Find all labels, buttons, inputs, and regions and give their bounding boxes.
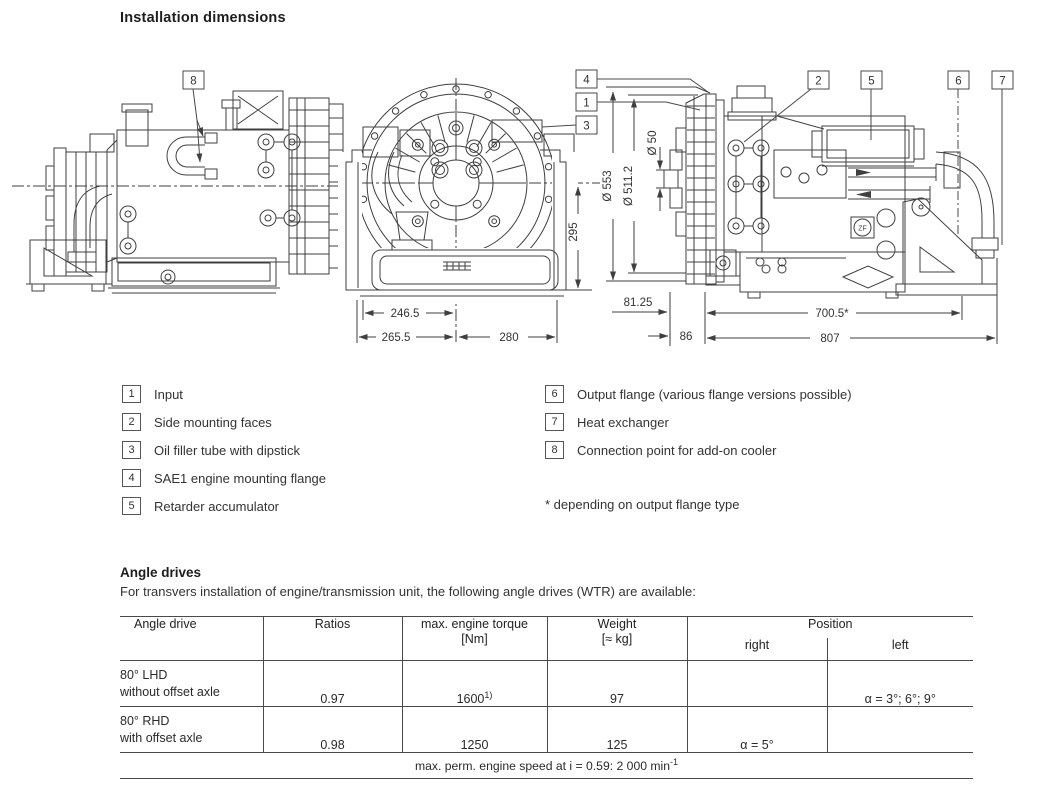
flow-arrow-left — [856, 191, 871, 198]
dim-246-5: 246.5 — [390, 308, 420, 320]
legend-item-output-flange — [545, 380, 852, 408]
side-view — [664, 86, 998, 298]
callout-6: 6 — [955, 75, 962, 88]
cell-rhd-torque: 1250 — [402, 707, 547, 753]
left-view-bosses — [120, 134, 300, 254]
col-header-weight: Weight [≈ kg] — [547, 617, 687, 661]
page-title: Installation dimensions — [120, 10, 286, 26]
dim-dia-50: Ø 50 — [647, 130, 659, 156]
legend-column-right — [545, 380, 852, 464]
legend-label: Input — [154, 386, 183, 402]
col-header-position: Position — [808, 617, 853, 631]
flow-arrow-right — [856, 169, 871, 176]
dim-265-5: 265.5 — [381, 332, 411, 344]
legend-column-left — [122, 380, 326, 520]
legend-label: Oil filler tube with dipstick — [154, 442, 300, 458]
retarder-accumulator — [812, 126, 924, 166]
legend-item-cooler-connection — [545, 436, 852, 464]
cell-lhd-ratio: 0.97 — [263, 661, 402, 707]
callout-5: 5 — [868, 75, 875, 88]
dim-280: 280 — [499, 332, 519, 344]
callout-numbers — [190, 75, 1005, 133]
legend-number-box: 2 — [122, 413, 141, 431]
legend-item-oil-filler — [122, 436, 326, 464]
callout-8: 8 — [190, 75, 197, 88]
angle-drives-table — [120, 616, 973, 779]
front-view — [338, 78, 600, 345]
dim-dia-553: Ø 553 — [602, 170, 614, 202]
col-header-torque: max. engine torque [Nm] — [402, 617, 547, 661]
dim-86: 86 — [679, 331, 693, 343]
sae-flange — [686, 94, 716, 284]
legend-label: Side mounting faces — [154, 414, 272, 430]
installation-drawing — [0, 55, 1046, 360]
cell-lhd-weight: 97 — [547, 661, 687, 707]
callout-3: 3 — [583, 120, 590, 133]
legend-item-sae1-flange — [122, 464, 326, 492]
col-header-position-right: right — [687, 638, 827, 661]
legend-label: Heat exchanger — [577, 414, 669, 430]
angle-drives-heading: Angle drives — [120, 565, 202, 580]
legend-item-side-mounting-faces — [122, 408, 326, 436]
cell-rhd-name: 80° RHD with offset axle — [120, 707, 263, 753]
legend-item-input — [122, 380, 326, 408]
dim-295: 295 — [568, 222, 580, 242]
dim-807: 807 — [820, 333, 840, 345]
legend-number-box: 6 — [545, 385, 564, 403]
table-footer-row — [120, 753, 973, 779]
col-header-angle-drive: Angle drive — [120, 617, 263, 661]
col-header-position-left: left — [827, 638, 973, 661]
callout-2: 2 — [815, 75, 822, 88]
dim-700-5: 700.5* — [815, 308, 849, 320]
legend-number-box: 4 — [122, 469, 141, 487]
table-row-lhd — [120, 661, 973, 707]
legend-item-heat-exchanger — [545, 408, 852, 436]
flange-footnote: * depending on output flange type — [545, 497, 740, 512]
table-row-rhd — [120, 707, 973, 753]
callout-7: 7 — [999, 75, 1006, 88]
left-view — [12, 91, 350, 293]
legend-label: Output flange (various flange versions possible) — [577, 386, 852, 402]
zf-logo — [851, 217, 874, 238]
cell-rhd-left — [827, 707, 973, 753]
dim-81-25: 81.25 — [623, 297, 653, 309]
legend-label: Retarder accumulator — [154, 498, 279, 514]
cell-lhd-torque: 1600$^{1)}$ — [402, 661, 547, 707]
legend-item-retarder-accumulator — [122, 492, 326, 520]
cell-rhd-ratio: 0.98 — [263, 707, 402, 753]
legend-number-box: 7 — [545, 413, 564, 431]
dim-dia-511: Ø 511.2 — [623, 165, 635, 207]
heat-exchanger — [936, 152, 998, 258]
svg-text:ZF: ZF — [858, 225, 867, 233]
angle-drives-intro: For transvers installation of engine/transmission unit, the following angle drives (WTR) are available: — [120, 584, 696, 599]
legend-number-box: 5 — [122, 497, 141, 515]
input-pilot — [664, 170, 678, 188]
cell-rhd-weight: 125 — [547, 707, 687, 753]
cell-lhd-left: α = 3°; 6°; 9° — [827, 661, 973, 707]
legend-number-box: 3 — [122, 441, 141, 459]
callout-4: 4 — [583, 74, 590, 87]
legend-label: Connection point for add-on cooler — [577, 442, 777, 458]
col-header-ratios: Ratios — [263, 617, 402, 661]
legend-number-box: 1 — [122, 385, 141, 403]
legend-label: SAE1 engine mounting flange — [154, 470, 327, 486]
max-engine-speed-note: max. perm. engine speed at i = 0.59: 2 000 $\min^{-1}$ — [120, 753, 973, 779]
legend-number-box: 8 — [545, 441, 564, 459]
callout-1: 1 — [583, 97, 590, 110]
cell-rhd-right: α = 5° — [687, 707, 827, 753]
cell-lhd-right — [687, 661, 827, 707]
cell-lhd-name: 80° LHD without offset axle — [120, 661, 263, 707]
